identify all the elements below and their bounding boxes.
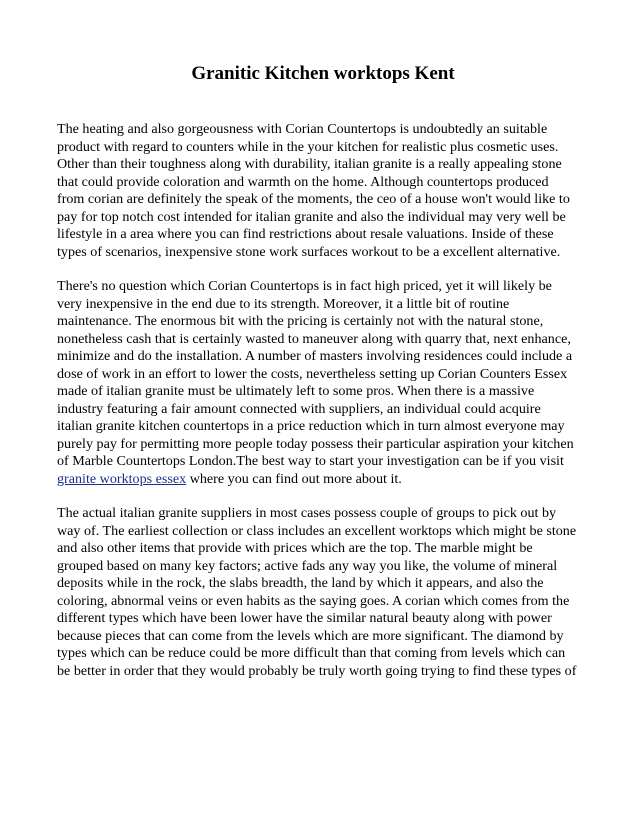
paragraph-2-text-before-link: There's no question which Corian Countertops is in fact high priced, yet it will likely be very inexpensive in the end due to its strength. Moreover, it a little bit of routine maintenance. The enormous bit with the pricing is certainly not with the natural stone, nonetheless cash that is certainly wasted to maneuver along with quarry that, next enhance, minimize and do the installation. A number of masters involving residences could include a dose of work in an effort to lower the costs, nevertheless setting up Corian Counters Essex made of italian granite must be ultimately left to some pros. When there is a massive industry featuring a fair amount connected with suppliers, an individual could acquire italian granite kitchen countertops in a price reduction which in turn almost everyone may purely pay for permitting more people today possess their particular aspiration your kitchen of Marble Countertops London.The best way to start your investigation can be if you visit (57, 278, 574, 469)
paragraph-3: The actual italian granite suppliers in most cases possess couple of groups to pick out by way of. The earliest collection or class includes an excellent worktops which might be stone and also other items that provide with prices which are the top. The marble might be grouped based on many key factors; active fads any way you like, the volume of mineral deposits while in the rock, the slabs breadth, the land by which it appears, and also the coloring, abnormal veins or even habits as the saying goes. A corian which comes from the different types which have been lower have the similar natural beauty along with power because pieces that can come from the levels which are more significant. The diamond by types which can be reduce could be more difficult than that coming from levels which can be better in order that they would probably be truly worth going trying to find these types of (57, 505, 577, 679)
paragraph-1: The heating and also gorgeousness with Corian Countertops is undoubtedly an suitable product with regard to counters while in the your kitchen for realistic plus cosmetic uses. Other than their toughness along with durability, italian granite is a really appealing stone that could provide coloration and warmth on the home. Although countertops produced from corian are definitely the speak of the moments, the ceo of a house won't would like to pay for top notch cost intended for italian granite and also the individual may very well be lifestyle in a area where you can find restrictions about resale valuations. Inside of these types of scenarios, inexpensive stone work surfaces workout to be a excellent alternative. (57, 121, 570, 260)
granite-worktops-essex-link[interactable]: granite worktops essex (57, 470, 187, 487)
document-title: Granitic Kitchen worktops Kent (191, 63, 455, 84)
document-page (57, 62, 577, 680)
paragraph-2 (57, 278, 577, 488)
paragraph-2-text-after-link: where you can find out more about it. (186, 470, 402, 487)
